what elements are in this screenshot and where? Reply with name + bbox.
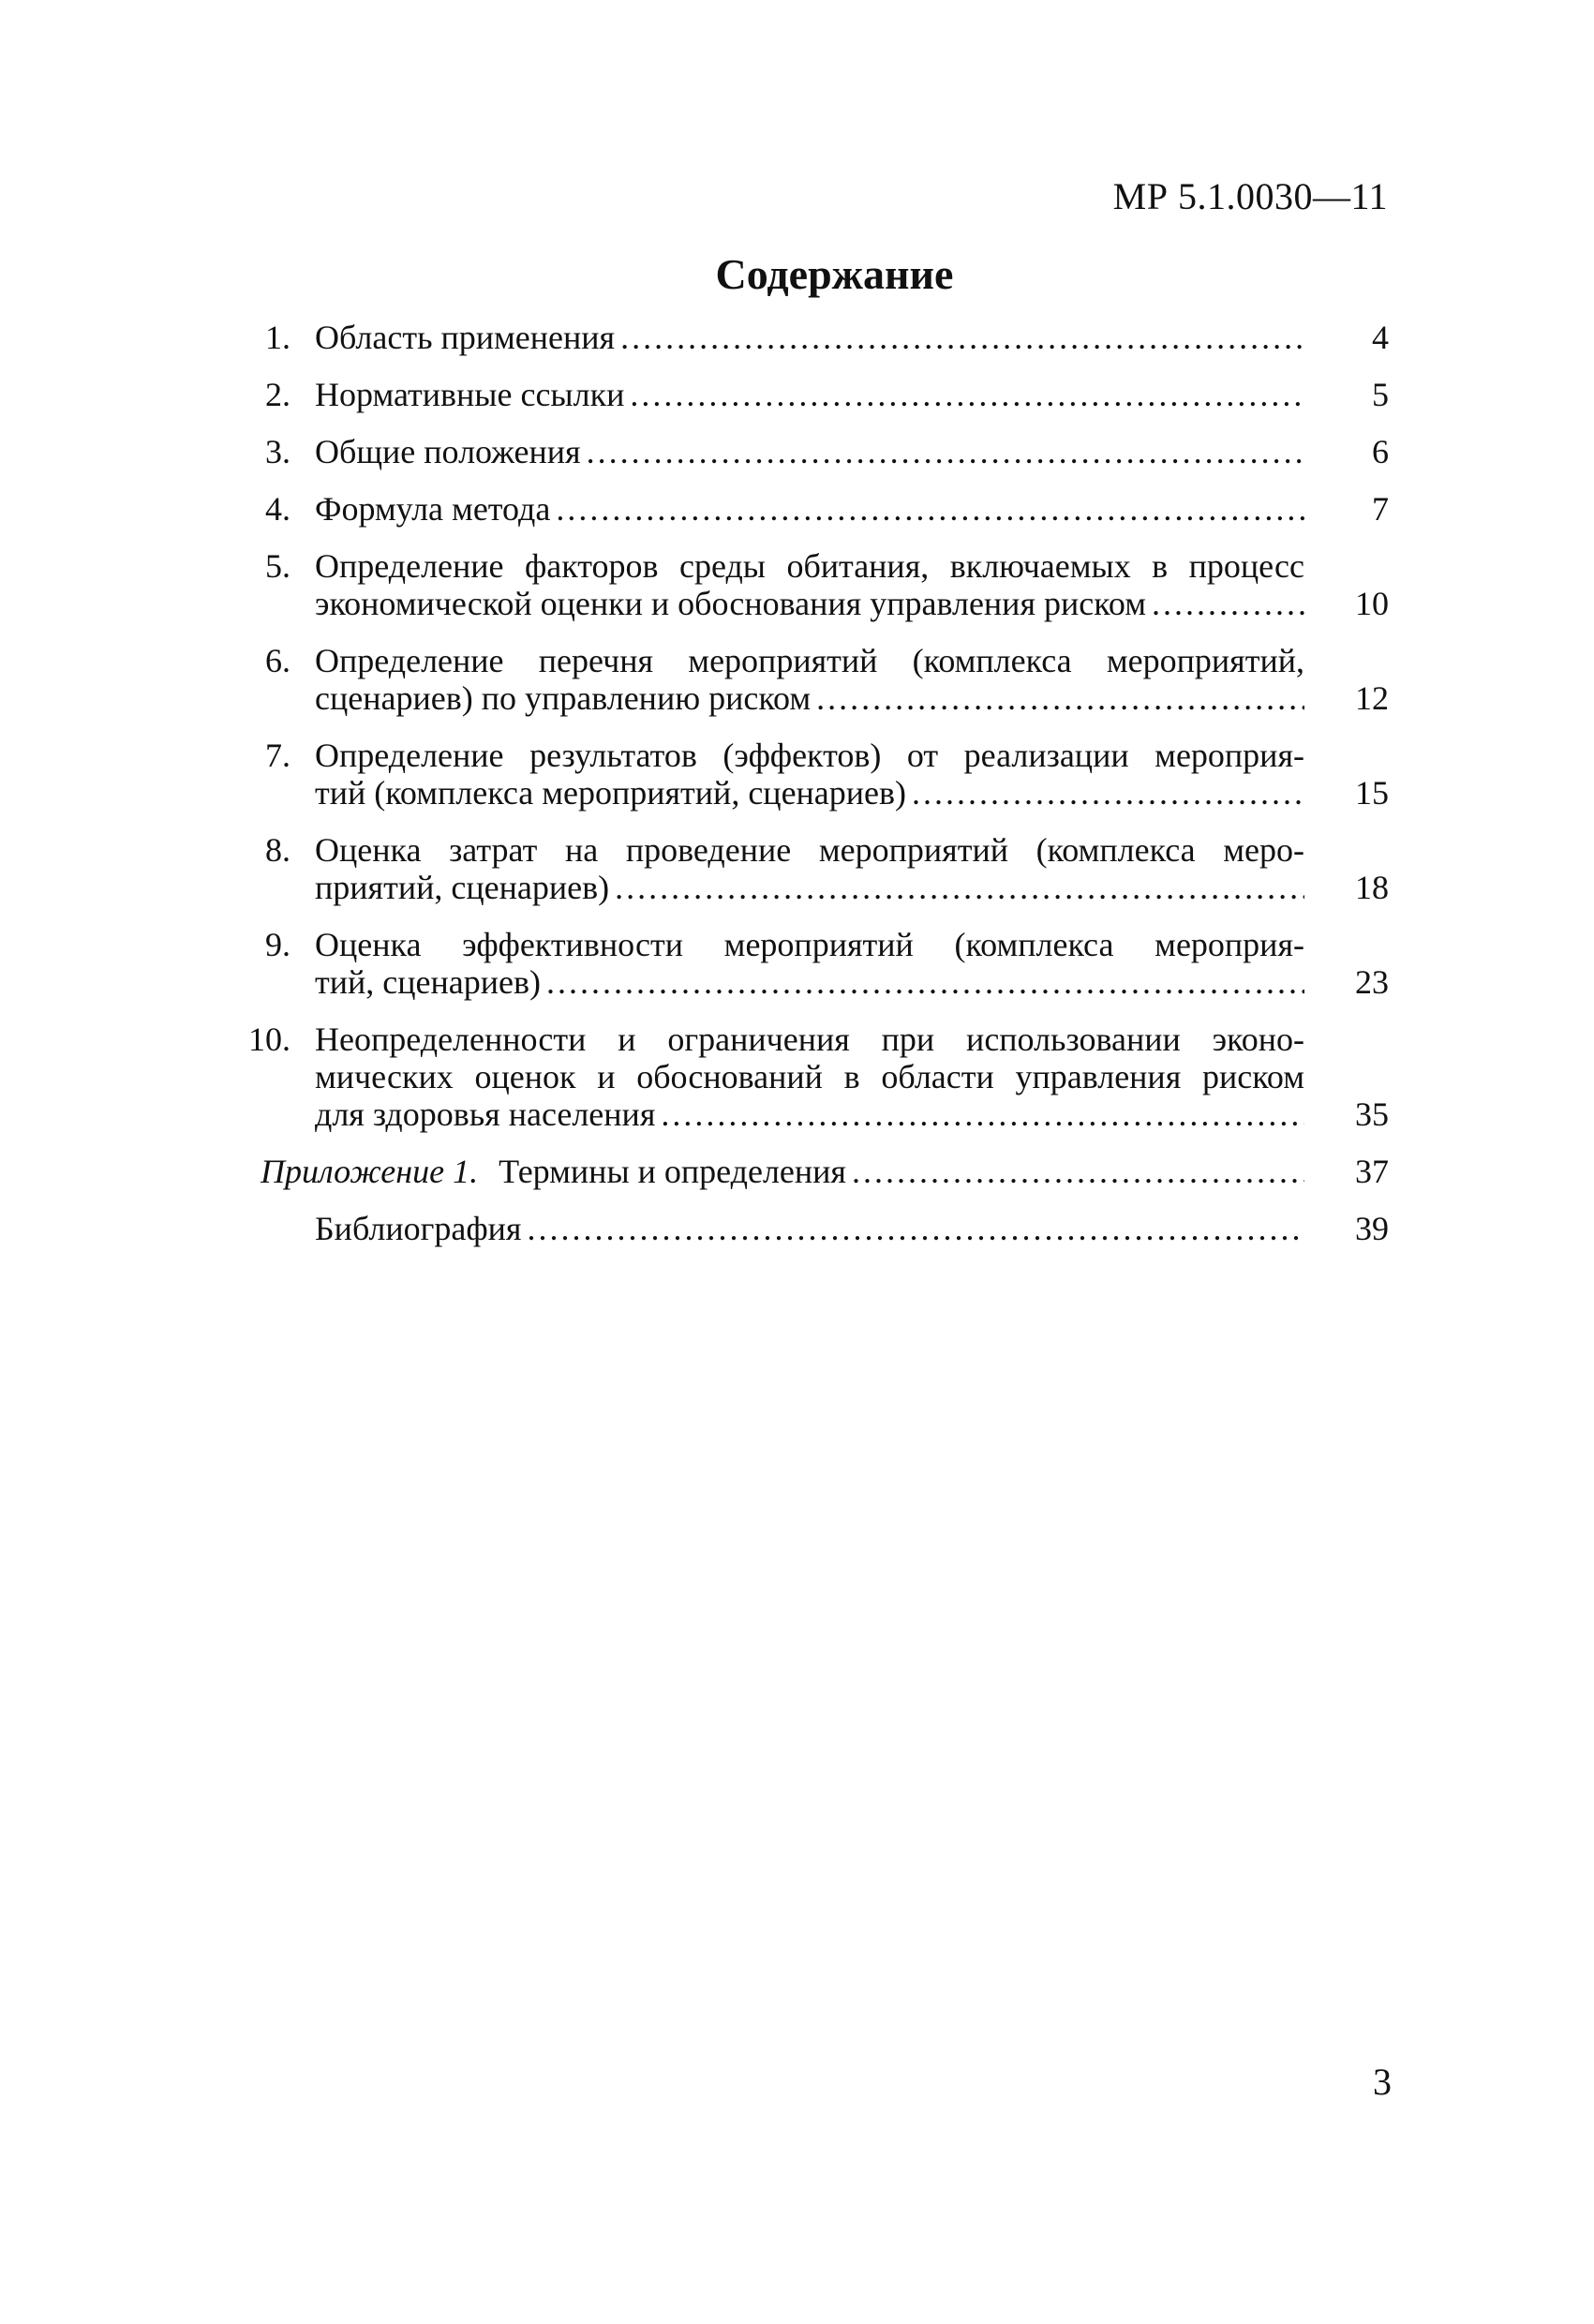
appendix-title: Термины и определения [499, 1153, 846, 1190]
toc-entry-title: Нормативные ссылки [315, 376, 625, 413]
toc-entry-line: Оценка затрат на проведение мероприятий (комплекса меро- [315, 831, 1304, 869]
toc-entry-title: тий, сценариев) [315, 963, 541, 1001]
toc-entry-page: 12 [1355, 679, 1389, 717]
toc-entry-number: 5. [265, 547, 290, 585]
toc-entry[interactable] [244, 737, 1389, 812]
toc-entry[interactable] [244, 433, 1389, 470]
dot-leader [527, 1210, 1304, 1247]
toc-entry-title: Общие положения [315, 433, 581, 470]
appendix-page: 37 [1355, 1153, 1389, 1190]
toc-entry-page: 10 [1355, 585, 1389, 622]
toc-entry-number: 7. [265, 737, 290, 774]
dot-leader [556, 490, 1304, 528]
toc-entry[interactable] [244, 642, 1389, 717]
toc-entry-title: сценариев) по управлению риском [315, 679, 812, 717]
dot-leader [630, 376, 1304, 413]
toc-entry-title: для здоровья населения [315, 1095, 656, 1133]
toc-entry[interactable] [244, 831, 1389, 906]
document-code: МР 5.1.0030—11 [1112, 175, 1388, 217]
dot-leader [661, 1095, 1304, 1133]
toc-entry-page: 35 [1355, 1095, 1389, 1133]
toc-entry-page: 23 [1355, 963, 1389, 1001]
toc-entry-title: Формула метода [315, 490, 551, 528]
page-number: 3 [1373, 2061, 1392, 2103]
toc-entry-title: тий (комплекса мероприятий, сценариев) [315, 774, 907, 812]
toc-entry-page: 18 [1355, 869, 1389, 906]
toc-entry-number: 6. [265, 642, 290, 679]
dot-leader [912, 774, 1304, 812]
toc-appendix-entry[interactable] [244, 1153, 1389, 1190]
toc-entry[interactable] [244, 319, 1389, 356]
toc-entry-page: 5 [1372, 376, 1389, 413]
toc-entry-line: Оценка эффективности мероприятий (комплекса мероприя- [315, 926, 1304, 963]
dot-leader [546, 963, 1304, 1001]
toc-entry[interactable] [244, 376, 1389, 413]
toc-entry-page: 15 [1355, 774, 1389, 812]
toc-entry-title: приятий, сценариев) [315, 869, 610, 906]
toc-entry[interactable] [244, 547, 1389, 622]
toc-entry-number: 8. [265, 831, 290, 869]
toc-entry-line: мических оценок и обоснований в области управления риском [315, 1058, 1304, 1095]
bibliography-title: Библиография [315, 1210, 522, 1247]
toc-entry-number: 10. [248, 1020, 290, 1058]
toc-entry-number: 2. [265, 376, 290, 413]
toc-entry[interactable] [244, 926, 1389, 1001]
toc-entry-number: 4. [265, 490, 290, 528]
toc-entry-line: Определение результатов (эффектов) от реализации мероприя- [315, 737, 1304, 774]
toc-entry-number: 3. [265, 433, 290, 470]
toc-entry-line: Определение факторов среды обитания, включаемых в процесс [315, 547, 1304, 585]
toc-entry-line: Определение перечня мероприятий (комплекса мероприятий, [315, 642, 1304, 679]
dot-leader [615, 869, 1304, 906]
toc-entry-page: 4 [1372, 319, 1389, 356]
dot-leader [1152, 585, 1304, 622]
dot-leader [587, 433, 1304, 470]
dot-leader [852, 1153, 1304, 1190]
toc-entry-number: 1. [265, 319, 290, 356]
toc-entry-page: 6 [1372, 433, 1389, 470]
toc-title: Содержание [715, 250, 954, 298]
toc-entry[interactable] [244, 1020, 1389, 1133]
toc-entry[interactable] [244, 490, 1389, 528]
table-of-contents [244, 319, 1389, 1267]
dot-leader [620, 319, 1304, 356]
toc-entry-title: экономической оценки и обоснования управления риском [315, 585, 1147, 622]
toc-entry-page: 7 [1372, 490, 1389, 528]
bibliography-page: 39 [1355, 1210, 1389, 1247]
toc-entry-line: Неопределенности и ограничения при использовании эконо- [315, 1020, 1304, 1058]
toc-bibliography-entry[interactable] [244, 1210, 1389, 1247]
dot-leader [816, 679, 1304, 717]
toc-entry-title: Область применения [315, 319, 616, 356]
toc-entry-number: 9. [265, 926, 290, 963]
appendix-label: Приложение 1. [261, 1153, 479, 1190]
